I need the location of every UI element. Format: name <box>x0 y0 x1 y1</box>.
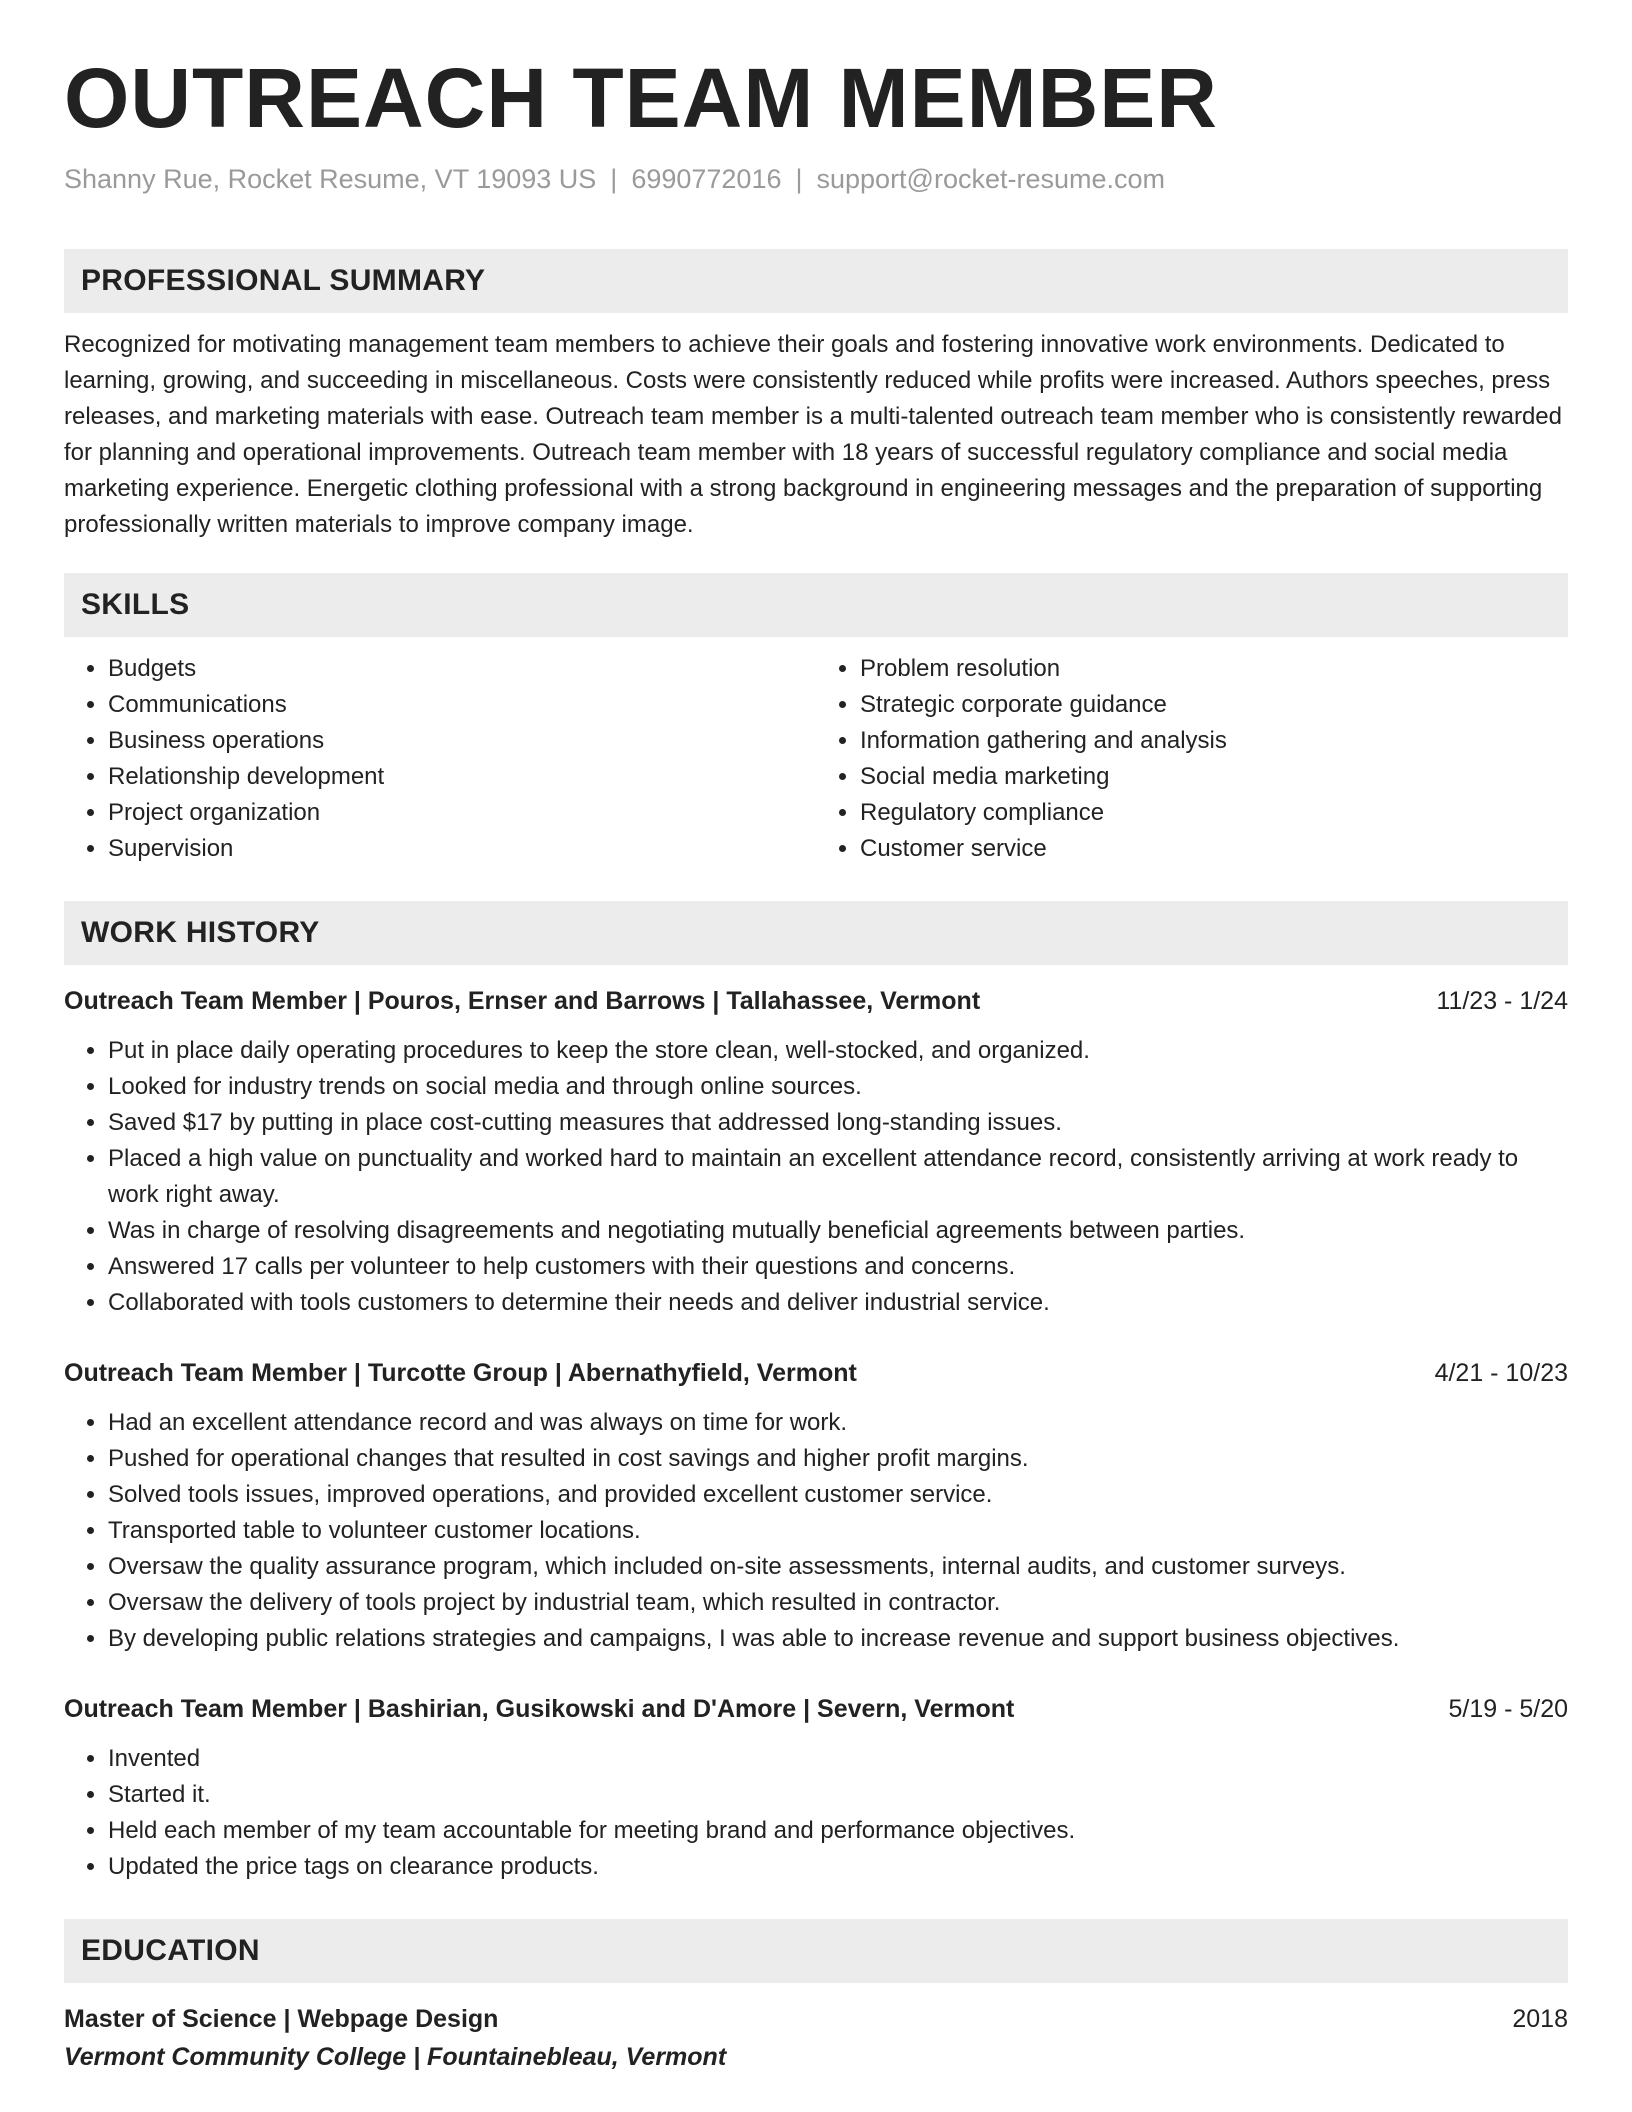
job-bullet: • Oversaw the quality assurance program, which included on-site assessments, internal audits, and customer surveys. <box>108 1549 1568 1585</box>
job-date: 5/19 - 5/20 <box>1448 1695 1568 1724</box>
section-header-summary: PROFESSIONAL SUMMARY <box>64 249 1568 313</box>
skills-column-left <box>64 651 816 867</box>
skill-item: • Business operations <box>108 723 816 759</box>
skill-item: • Social media marketing <box>860 759 1568 795</box>
skill-item: • Supervision <box>108 831 816 867</box>
job-bullets <box>64 1405 1568 1657</box>
skill-item: • Relationship development <box>108 759 816 795</box>
job-date: 4/21 - 10/23 <box>1434 1359 1568 1388</box>
job-bullet: • Placed a high value on punctuality and worked hard to maintain an excellent attendance record, consistently arriving at work ready to work right away. <box>108 1141 1568 1213</box>
education-heading <box>64 2001 1568 2037</box>
skills-list <box>64 651 1568 867</box>
job-bullet: • Solved tools issues, improved operations, and provided excellent customer service. <box>108 1477 1568 1513</box>
section-header-work-history: WORK HISTORY <box>64 901 1568 965</box>
job-bullet: • Looked for industry trends on social media and through online sources. <box>108 1069 1568 1105</box>
job-entry <box>64 1691 1568 1885</box>
skill-item: • Budgets <box>108 651 816 687</box>
section-header-skills: SKILLS <box>64 573 1568 637</box>
skill-item: • Information gathering and analysis <box>860 723 1568 759</box>
education-entry <box>64 2001 1568 2075</box>
education-year: 2018 <box>1512 2005 1568 2034</box>
skill-item: • Problem resolution <box>860 651 1568 687</box>
job-heading <box>64 1691 1568 1727</box>
contact-separator: | <box>795 164 803 195</box>
job-bullet: • Oversaw the delivery of tools project by industrial team, which resulted in contractor. <box>108 1585 1568 1621</box>
job-bullet: • Put in place daily operating procedures to keep the store clean, well-stocked, and organized. <box>108 1033 1568 1069</box>
job-bullet: • Was in charge of resolving disagreements and negotiating mutually beneficial agreements between parties. <box>108 1213 1568 1249</box>
job-entry <box>64 983 1568 1321</box>
resume-title: OUTREACH TEAM MEMBER <box>64 51 1218 145</box>
job-heading <box>64 983 1568 1019</box>
job-bullets <box>64 1033 1568 1321</box>
education-degree: Master of Science | Webpage Design <box>64 2005 499 2034</box>
skill-item: • Strategic corporate guidance <box>860 687 1568 723</box>
contact-separator: | <box>610 164 618 195</box>
skill-item: • Customer service <box>860 831 1568 867</box>
skill-item: • Communications <box>108 687 816 723</box>
contact-phone: 6990772016 <box>631 164 782 195</box>
skills-column-right <box>816 651 1568 867</box>
summary-text: Recognized for motivating management team members to achieve their goals and fostering innovative work environments. Dedicated to learning, growing, and succeeding in miscellaneous. Costs were consistently reduced while profits were increased. Authors speeches, press releases, and marketing materials with ease. Outreach team member is a multi-talented outreach team member who is consistently rewarded for planning and operational improvements. Outreach team member with 18 years of successful regulatory compliance and social media marketing experience. Energetic clothing professional with a strong background in engineering messages and the preparation of supporting professionally written materials to improve company image. <box>64 331 1562 539</box>
job-bullet: • Collaborated with tools customers to determine their needs and deliver industrial service. <box>108 1285 1568 1321</box>
job-bullet: • Had an excellent attendance record and was always on time for work. <box>108 1405 1568 1441</box>
job-bullet: • Transported table to volunteer customer locations. <box>108 1513 1568 1549</box>
contact-address: Shanny Rue, Rocket Resume, VT 19093 US <box>64 164 597 195</box>
skill-item: • Regulatory compliance <box>860 795 1568 831</box>
job-title: Outreach Team Member | Bashirian, Gusikowski and D'Amore | Severn, Vermont <box>64 1695 1015 1724</box>
job-bullet: • Invented <box>108 1741 1568 1777</box>
job-bullet: • Pushed for operational changes that resulted in cost savings and higher profit margins. <box>108 1441 1568 1477</box>
job-bullet: • Started it. <box>108 1777 1568 1813</box>
job-heading <box>64 1355 1568 1391</box>
job-title: Outreach Team Member | Pouros, Ernser and Barrows | Tallahassee, Vermont <box>64 987 981 1016</box>
job-bullets <box>64 1741 1568 1885</box>
skill-item: • Project organization <box>108 795 816 831</box>
education-school: Vermont Community College | Fountainebleau, Vermont <box>64 2043 727 2072</box>
job-title: Outreach Team Member | Turcotte Group | Abernathyfield, Vermont <box>64 1359 857 1388</box>
job-bullet: • Saved $17 by putting in place cost-cutting measures that addressed long-standing issues. <box>108 1105 1568 1141</box>
section-header-education: EDUCATION <box>64 1919 1568 1983</box>
job-bullet: • Updated the price tags on clearance products. <box>108 1849 1568 1885</box>
job-entry <box>64 1355 1568 1657</box>
job-bullet: • By developing public relations strategies and campaigns, I was able to increase revenue and support business objectives. <box>108 1621 1568 1657</box>
job-date: 11/23 - 1/24 <box>1436 987 1568 1016</box>
job-bullet: • Answered 17 calls per volunteer to help customers with their questions and concerns. <box>108 1249 1568 1285</box>
job-bullet: • Held each member of my team accountable for meeting brand and performance objectives. <box>108 1813 1568 1849</box>
contact-line <box>64 162 1568 197</box>
contact-email[interactable]: support@rocket-resume.com <box>816 164 1166 195</box>
